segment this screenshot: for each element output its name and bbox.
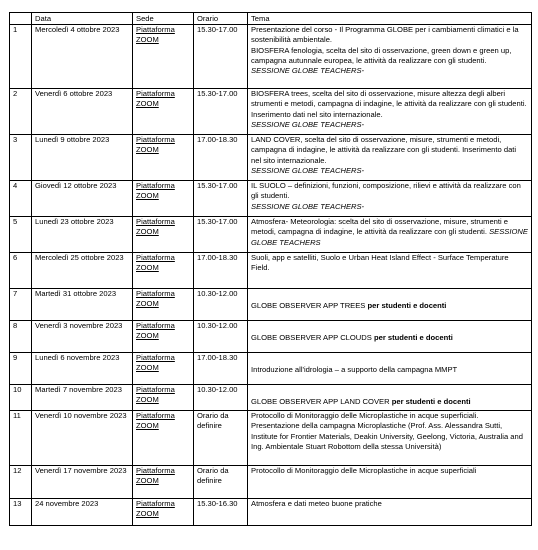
row-topic bbox=[248, 321, 532, 353]
topic-paragraph bbox=[251, 253, 528, 274]
topic-paragraph bbox=[251, 397, 528, 407]
row-date: Venerdì 6 ottobre 2023 bbox=[32, 89, 133, 135]
row-number: 1 bbox=[10, 25, 32, 89]
row-date: Lunedì 23 ottobre 2023 bbox=[32, 217, 133, 253]
topic-paragraph bbox=[251, 301, 528, 311]
topic-text: GLOBE OBSERVER APP TREES bbox=[251, 301, 366, 310]
venue-link[interactable]: Piattaforma bbox=[136, 385, 175, 394]
row-venue bbox=[133, 217, 194, 253]
row-topic bbox=[248, 89, 532, 135]
row-time: 17.00-18.30 bbox=[194, 135, 248, 181]
row-venue bbox=[133, 253, 194, 289]
row-venue bbox=[133, 89, 194, 135]
audience-label: per studenti e docenti bbox=[367, 301, 447, 310]
row-topic bbox=[248, 253, 532, 289]
row-time: 15.30-16.30 bbox=[194, 499, 248, 526]
row-topic bbox=[248, 466, 532, 499]
venue-link[interactable]: Piattaforma bbox=[136, 289, 175, 298]
audience-label: per studenti e docenti bbox=[391, 397, 471, 406]
row-topic bbox=[248, 25, 532, 89]
row-venue bbox=[133, 411, 194, 466]
venue-link[interactable]: ZOOM bbox=[136, 331, 159, 341]
venue-link[interactable]: Piattaforma bbox=[136, 321, 175, 330]
schedule-body bbox=[10, 25, 532, 526]
header-sede: Sede bbox=[133, 13, 194, 25]
row-number: 7 bbox=[10, 289, 32, 321]
row-time: 15.30-17.00 bbox=[194, 217, 248, 253]
row-venue bbox=[133, 321, 194, 353]
schedule-table bbox=[9, 12, 532, 526]
row-topic bbox=[248, 217, 532, 253]
row-venue bbox=[133, 181, 194, 217]
topic-paragraph bbox=[251, 217, 528, 248]
table-row bbox=[10, 353, 532, 385]
venue-link[interactable]: ZOOM bbox=[136, 421, 159, 431]
topic-text: Suoli, app e satelliti, Suolo e Urban Heat Island Effect - Surface Temperature Field. bbox=[251, 253, 509, 273]
table-row bbox=[10, 289, 532, 321]
topic-paragraph bbox=[251, 135, 528, 166]
venue-link[interactable]: Piattaforma bbox=[136, 181, 175, 190]
topic-paragraph bbox=[251, 499, 528, 509]
topic-text: BIOSFERA fenologia, scelta del sito di osservazione, green down e green up, campagna autunnale europea, le attività da realizzare con gli studenti. bbox=[251, 45, 512, 65]
venue-link[interactable]: ZOOM bbox=[136, 227, 159, 237]
venue-link[interactable]: ZOOM bbox=[136, 363, 159, 373]
venue-link[interactable]: ZOOM bbox=[136, 35, 159, 45]
row-time: 10.30-12.00 bbox=[194, 385, 248, 411]
table-row bbox=[10, 135, 532, 181]
topic-paragraph bbox=[251, 89, 528, 120]
row-time: 15.30-17.00 bbox=[194, 181, 248, 217]
venue-link[interactable]: ZOOM bbox=[136, 145, 159, 155]
topic-text: GLOBE OBSERVER APP LAND COVER bbox=[251, 397, 390, 406]
row-date: Venerdì 3 novembre 2023 bbox=[32, 321, 133, 353]
header-data: Data bbox=[32, 13, 133, 25]
row-topic bbox=[248, 181, 532, 217]
row-venue bbox=[133, 385, 194, 411]
row-number: 8 bbox=[10, 321, 32, 353]
topic-text: Atmosfera e dati meteo buone pratiche bbox=[251, 499, 382, 508]
row-number: 2 bbox=[10, 89, 32, 135]
row-topic bbox=[248, 289, 532, 321]
table-row bbox=[10, 466, 532, 499]
row-topic bbox=[248, 135, 532, 181]
venue-link[interactable]: Piattaforma bbox=[136, 411, 175, 420]
table-row bbox=[10, 499, 532, 526]
row-venue bbox=[133, 25, 194, 89]
venue-link[interactable]: ZOOM bbox=[136, 509, 159, 519]
row-number: 3 bbox=[10, 135, 32, 181]
audience-label: per studenti e docenti bbox=[373, 333, 453, 342]
venue-link[interactable]: Piattaforma bbox=[136, 25, 175, 34]
row-time: 10.30-12.00 bbox=[194, 289, 248, 321]
venue-link[interactable]: ZOOM bbox=[136, 476, 159, 486]
row-date: Venerdì 10 novembre 2023 bbox=[32, 411, 133, 466]
venue-link[interactable]: Piattaforma bbox=[136, 253, 175, 262]
row-topic bbox=[248, 353, 532, 385]
table-row bbox=[10, 253, 532, 289]
row-date: Mercoledì 4 ottobre 2023 bbox=[32, 25, 133, 89]
topic-text: Introduzione all'idrologia – a supporto della campagna MMPT bbox=[251, 365, 458, 374]
row-topic bbox=[248, 411, 532, 466]
header-tema: Tema bbox=[248, 13, 532, 25]
header-num bbox=[10, 13, 32, 25]
topic-paragraph bbox=[251, 333, 528, 343]
venue-link[interactable]: Piattaforma bbox=[136, 135, 175, 144]
row-time: 15.30-17.00 bbox=[194, 89, 248, 135]
topic-text: Atmosfera- Meteorologia: scelta del sito di osservazione, misure, strumenti e metodi, campagna di indagine, le attività da realizzare con gli studenti. bbox=[251, 217, 509, 237]
row-date: 24 novembre 2023 bbox=[32, 499, 133, 526]
topic-paragraph bbox=[251, 466, 528, 476]
table-row bbox=[10, 89, 532, 135]
topic-paragraph bbox=[251, 25, 528, 46]
header-orario: Orario bbox=[194, 13, 248, 25]
venue-link[interactable]: Piattaforma bbox=[136, 217, 175, 226]
row-time: 15.30-17.00 bbox=[194, 25, 248, 89]
topic-paragraph bbox=[251, 411, 528, 421]
session-label: SESSIONE GLOBE TEACHERS bbox=[251, 227, 528, 247]
header-row bbox=[10, 13, 532, 25]
venue-link[interactable]: ZOOM bbox=[136, 263, 159, 273]
topic-text: GLOBE OBSERVER APP CLOUDS bbox=[251, 333, 372, 342]
row-topic bbox=[248, 385, 532, 411]
table-row bbox=[10, 181, 532, 217]
row-time: 10.30-12.00 bbox=[194, 321, 248, 353]
topic-paragraph bbox=[251, 46, 528, 67]
topic-text: Presentazione del corso - Il Programma GLOBE per i cambiamenti climatici e la sostenibilità ambientale. bbox=[251, 25, 519, 45]
row-venue bbox=[133, 353, 194, 385]
row-number: 10 bbox=[10, 385, 32, 411]
table-row bbox=[10, 411, 532, 466]
row-date: Lunedì 6 novembre 2023 bbox=[32, 353, 133, 385]
venue-link[interactable]: Piattaforma bbox=[136, 353, 175, 362]
venue-link[interactable]: ZOOM bbox=[136, 395, 159, 405]
row-date: Martedì 31 ottobre 2023 bbox=[32, 289, 133, 321]
row-venue bbox=[133, 466, 194, 499]
table-row bbox=[10, 25, 532, 89]
table-row bbox=[10, 321, 532, 353]
topic-text: IL SUOLO – definizioni, funzioni, composizione, rilievi e attività da realizzare con gli studenti. bbox=[251, 181, 521, 201]
venue-link[interactable]: ZOOM bbox=[136, 191, 159, 201]
session-label: SESSIONE GLOBE TEACHERS- bbox=[251, 165, 365, 175]
row-date: Venerdì 17 novembre 2023 bbox=[32, 466, 133, 499]
row-date: Lunedì 9 ottobre 2023 bbox=[32, 135, 133, 181]
table-row bbox=[10, 385, 532, 411]
venue-link[interactable]: Piattaforma bbox=[136, 89, 175, 98]
row-number: 12 bbox=[10, 466, 32, 499]
topic-paragraph bbox=[251, 181, 528, 202]
row-date: Giovedì 12 ottobre 2023 bbox=[32, 181, 133, 217]
row-number: 13 bbox=[10, 499, 32, 526]
topic-text: Presentazione della campagna Microplastiche (Prof. Ass. Alessandra Sutti, Institute for Frontier Materials, Deakin University, Geelong, Victoria, Australia and Ing. Ambientale Stuart Robottom della stessa Università) bbox=[251, 421, 523, 451]
topic-paragraph bbox=[251, 421, 528, 452]
venue-link[interactable]: ZOOM bbox=[136, 299, 159, 309]
row-number: 4 bbox=[10, 181, 32, 217]
venue-link[interactable]: Piattaforma bbox=[136, 499, 175, 508]
row-venue bbox=[133, 499, 194, 526]
session-label: SESSIONE GLOBE TEACHERS- bbox=[251, 201, 365, 211]
row-time: Orario da definire bbox=[194, 466, 248, 499]
row-topic bbox=[248, 499, 532, 526]
topic-text: BIOSFERA trees, scelta del sito di osservazione, misure altezza degli alberi strumenti e metodi, campagna di indagine, le attività da realizzare con gli studenti. Inserimento dati nel sito internazionale. bbox=[251, 89, 527, 119]
row-time: 17.00-18.30 bbox=[194, 353, 248, 385]
row-venue bbox=[133, 135, 194, 181]
topic-paragraph bbox=[251, 365, 528, 375]
topic-text: LAND COVER, scelta del sito di osservazione, misure, strumenti e metodi, campagna di indagine, le attività da realizzare con gli studenti. Inserimento dati nel sito internazionale. bbox=[251, 135, 517, 165]
venue-link[interactable]: ZOOM bbox=[136, 99, 159, 109]
table-row bbox=[10, 217, 532, 253]
topic-text: Protocollo di Monitoraggio delle Microplastiche in acque superficiali. bbox=[251, 411, 479, 420]
row-number: 6 bbox=[10, 253, 32, 289]
row-date: Mercoledì 25 ottobre 2023 bbox=[32, 253, 133, 289]
row-time: Orario da definire bbox=[194, 411, 248, 466]
row-venue bbox=[133, 289, 194, 321]
row-time: 17.00-18.30 bbox=[194, 253, 248, 289]
topic-text: Protocollo di Monitoraggio delle Microplastiche in acque superficiali bbox=[251, 466, 477, 475]
row-number: 9 bbox=[10, 353, 32, 385]
session-label: SESSIONE GLOBE TEACHERS- bbox=[251, 119, 365, 129]
row-number: 5 bbox=[10, 217, 32, 253]
venue-link[interactable]: Piattaforma bbox=[136, 466, 175, 475]
session-label: SESSIONE GLOBE TEACHERS- bbox=[251, 66, 365, 75]
row-number: 11 bbox=[10, 411, 32, 466]
row-date: Martedì 7 novembre 2023 bbox=[32, 385, 133, 411]
